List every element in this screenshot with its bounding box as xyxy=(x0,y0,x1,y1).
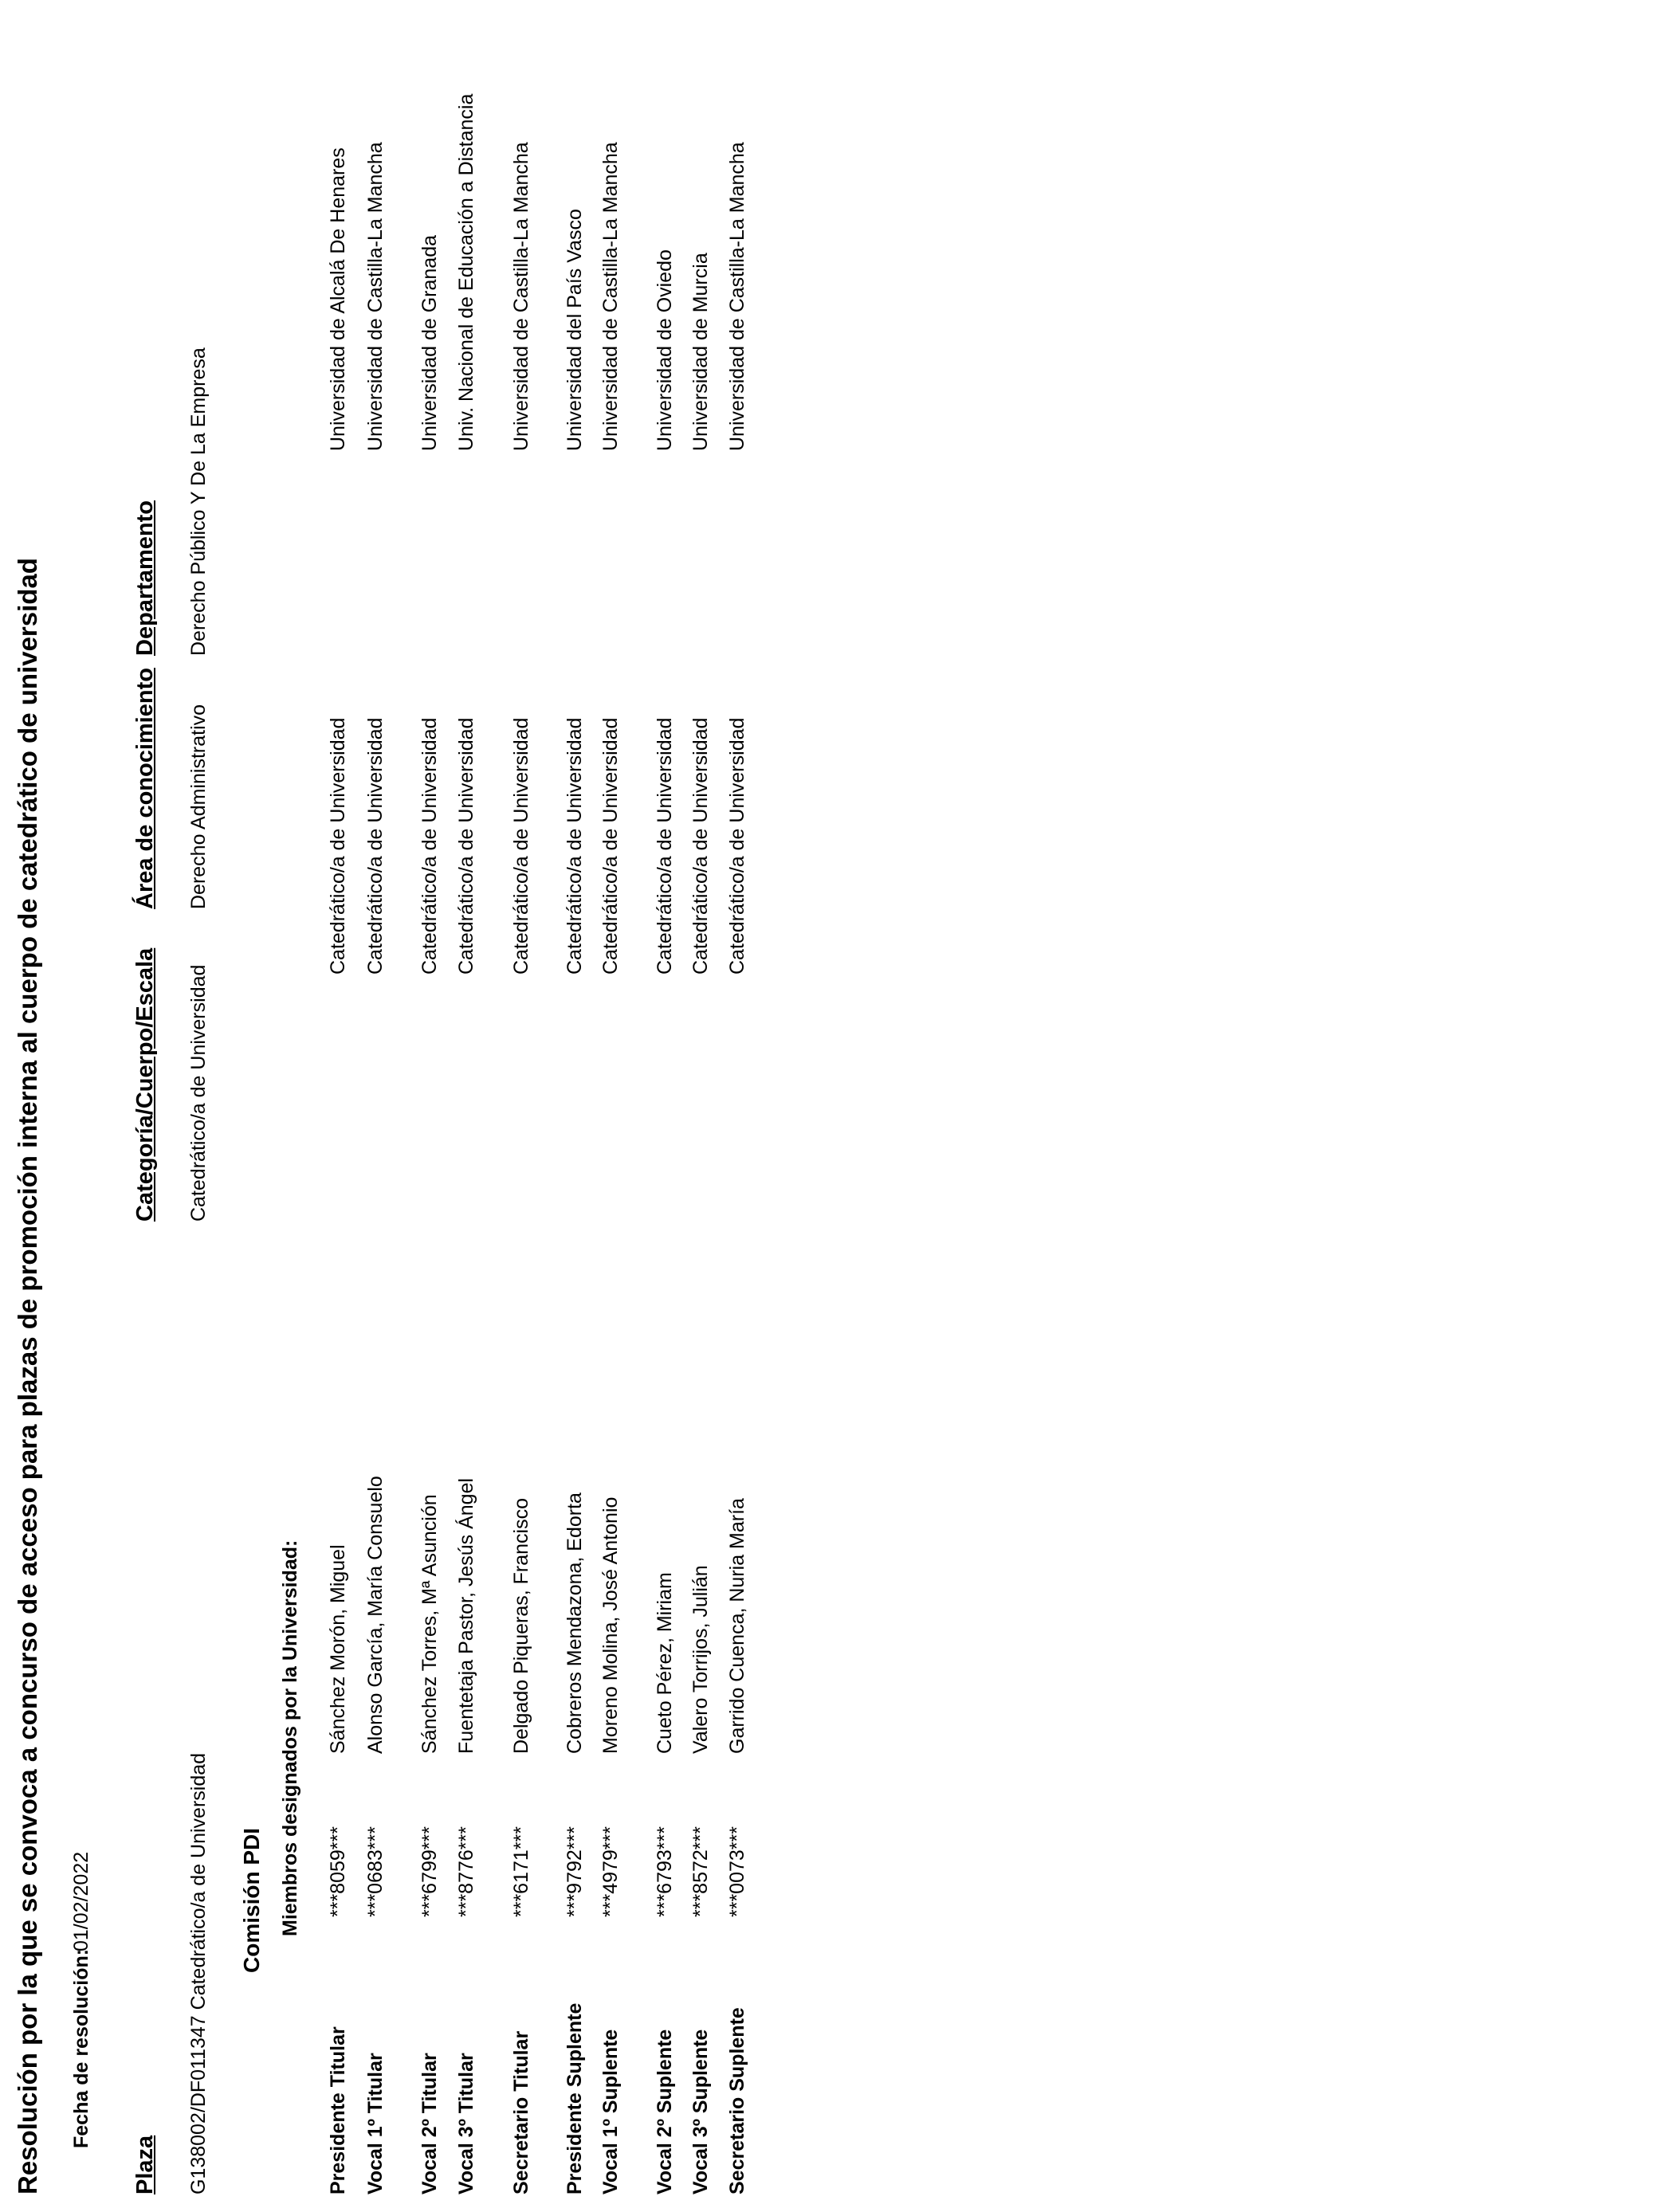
plaza-categoria: Catedrático/a de Universidad xyxy=(187,964,210,1222)
member-name: Valero Torrijos, Julián xyxy=(689,1565,712,1754)
document-title: Resolución por la que se convoca a concurso de acceso para plazas de promoción interna al cuerpo de catedrático de universidad xyxy=(13,558,42,2194)
member-university: Universidad de Alcalá De Henares xyxy=(327,147,349,451)
member-university: Universidad de Castilla-La Mancha xyxy=(510,142,532,451)
member-role: Presidente Titular xyxy=(327,2026,349,2194)
member-id: ***0683*** xyxy=(364,1826,387,1917)
member-category: Catedrático/a de Universidad xyxy=(510,717,532,975)
member-id: ***6799*** xyxy=(418,1826,441,1917)
member-university: Universidad de Castilla-La Mancha xyxy=(599,142,622,451)
member-name: Cobreros Mendazona, Edorta xyxy=(564,1492,586,1754)
commission-subtitle: Miembros designados por la Universidad: xyxy=(279,1539,301,1936)
member-university: Universidad del País Vasco xyxy=(564,209,586,451)
resolution-date-value: 01/02/2022 xyxy=(70,1851,92,1951)
member-category: Catedrático/a de Universidad xyxy=(327,717,349,975)
member-name: Sánchez Morón, Miguel xyxy=(327,1544,349,1754)
column-header-categoria: Categoría/Cuerpo/Escala xyxy=(132,947,158,1222)
member-id: ***6793*** xyxy=(654,1826,676,1917)
plaza-departamento: Derecho Público Y De La Empresa xyxy=(187,347,210,656)
member-role: Vocal 1º Suplente xyxy=(599,2029,622,2194)
member-name: Alonso García, María Consuelo xyxy=(364,1476,387,1754)
member-role: Secretario Suplente xyxy=(726,2007,748,2194)
member-category: Catedrático/a de Universidad xyxy=(564,717,586,975)
member-role: Vocal 3º Titular xyxy=(455,2053,477,2194)
commission-title: Comisión PDI xyxy=(239,1827,264,1973)
member-role: Vocal 1º Titular xyxy=(364,2053,387,2194)
member-category: Catedrático/a de Universidad xyxy=(689,717,712,975)
member-university: Universidad de Murcia xyxy=(689,253,712,451)
member-role: Vocal 2º Titular xyxy=(418,2053,441,2194)
member-role: Presidente Suplente xyxy=(564,2002,586,2194)
member-id: ***9792*** xyxy=(564,1826,586,1917)
member-category: Catedrático/a de Universidad xyxy=(418,717,441,975)
column-header-plaza: Plaza xyxy=(132,2135,158,2194)
plaza-area: Derecho Administrativo xyxy=(187,704,210,909)
member-role: Secretario Titular xyxy=(510,2030,532,2194)
member-name: Fuentetaja Pastor, Jesús Ángel xyxy=(455,1477,477,1754)
member-university: Universidad de Oviedo xyxy=(654,249,676,451)
member-id: ***6171*** xyxy=(510,1826,532,1917)
member-name: Delgado Piqueras, Francisco xyxy=(510,1498,532,1754)
resolution-date-label: Fecha de resolución: xyxy=(70,1948,92,2148)
member-role: Vocal 2º Suplente xyxy=(654,2029,676,2194)
member-category: Catedrático/a de Universidad xyxy=(599,717,622,975)
member-university: Universidad de Granada xyxy=(418,235,441,451)
column-header-area: Área de conocimiento xyxy=(132,668,158,909)
column-header-departamento: Departamento xyxy=(132,500,158,656)
member-name: Garrido Cuenca, Nuria María xyxy=(726,1498,748,1754)
member-id: ***8776*** xyxy=(455,1826,477,1917)
member-university: Univ. Nacional de Educación a Distancia xyxy=(455,93,477,451)
member-category: Catedrático/a de Universidad xyxy=(654,717,676,975)
member-university: Universidad de Castilla-La Mancha xyxy=(726,142,748,451)
member-category: Catedrático/a de Universidad xyxy=(364,717,387,975)
member-university: Universidad de Castilla-La Mancha xyxy=(364,142,387,451)
member-name: Sánchez Torres, Mª Asunción xyxy=(418,1494,441,1754)
member-id: ***8059*** xyxy=(327,1826,349,1917)
member-id: ***4979*** xyxy=(599,1826,622,1917)
member-category: Catedrático/a de Universidad xyxy=(726,717,748,975)
plaza-code: G138002/DF011347 Catedrático/a de Universidad xyxy=(187,1752,210,2194)
member-name: Moreno Molina, José Antonio xyxy=(599,1496,622,1754)
member-name: Cueto Pérez, Miriam xyxy=(654,1572,676,1754)
member-id: ***8572*** xyxy=(689,1826,712,1917)
member-role: Vocal 3º Suplente xyxy=(689,2029,712,2194)
member-category: Catedrático/a de Universidad xyxy=(455,717,477,975)
member-id: ***0073*** xyxy=(726,1826,748,1917)
